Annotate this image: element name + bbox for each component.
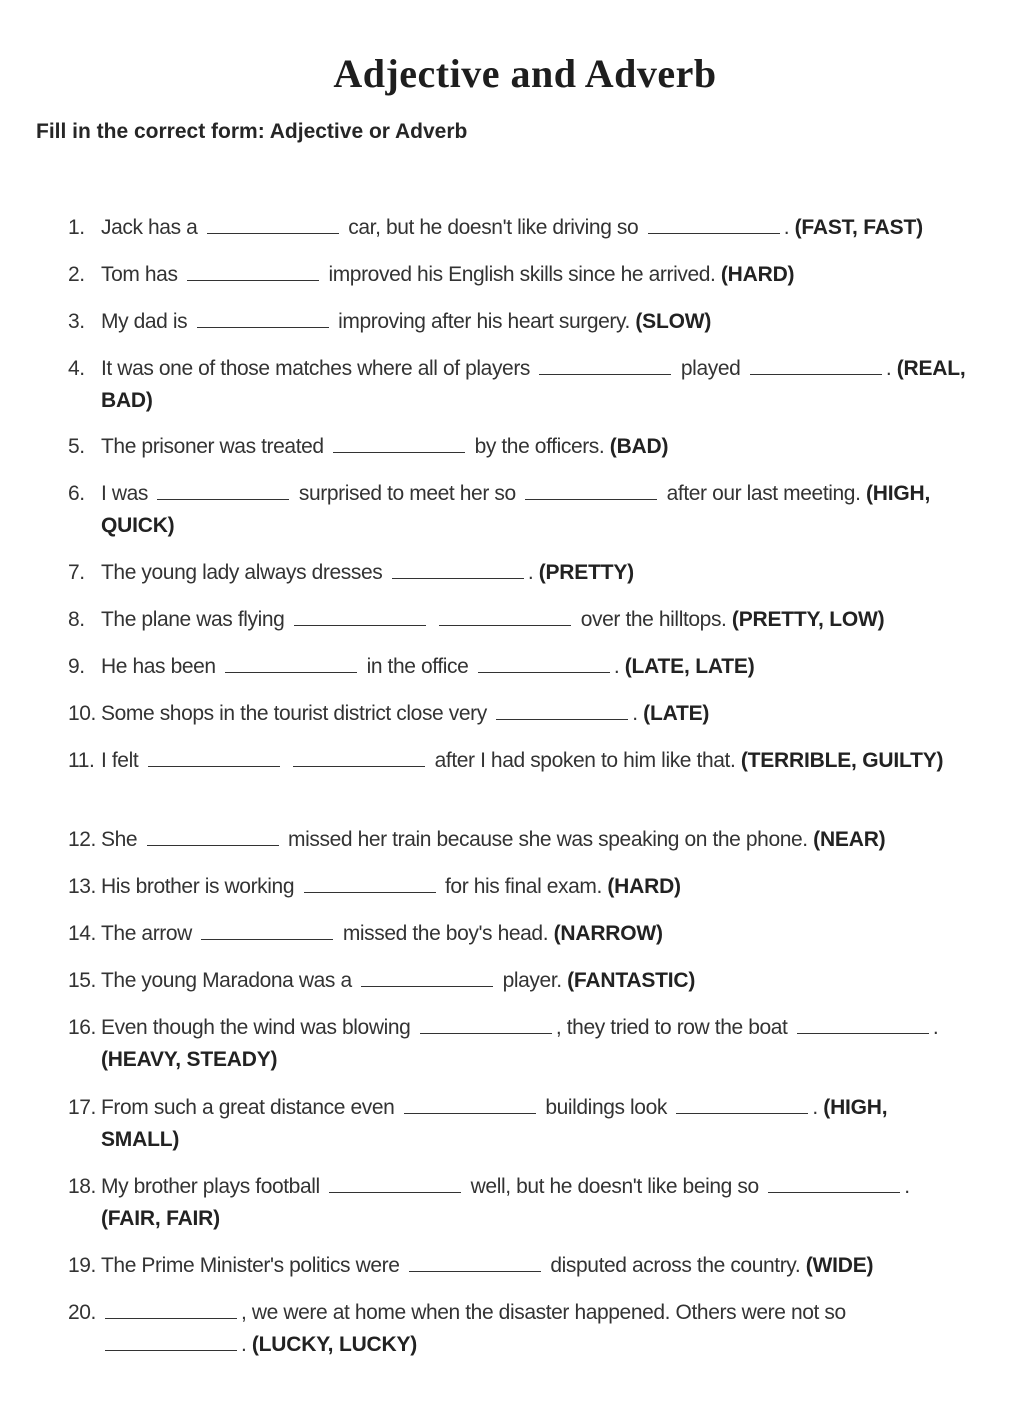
answer-blank[interactable] (648, 215, 780, 234)
exercise-item-7 (68, 557, 968, 589)
item-number: 16. (68, 1016, 96, 1039)
word-cue: (FANTASTIC) (567, 969, 696, 992)
answer-blank[interactable] (420, 1015, 552, 1034)
answer-blank[interactable] (197, 309, 329, 328)
exercise-item-4 (68, 353, 968, 417)
answer-blank[interactable] (105, 1300, 237, 1319)
word-cue: (LATE, LATE) (624, 655, 755, 678)
item-number: 1. (68, 216, 85, 239)
item-text: His brother is working (101, 875, 295, 898)
item-text: I was (101, 482, 149, 505)
item-number: 7. (68, 561, 85, 584)
item-text: . (527, 561, 534, 584)
answer-blank[interactable] (304, 874, 436, 893)
answer-blank[interactable] (676, 1095, 808, 1114)
item-text: My brother plays football (101, 1175, 320, 1198)
item-text: well, but he doesn't like being so (470, 1175, 759, 1198)
answer-blank[interactable] (329, 1174, 461, 1193)
item-text: Even though the wind was blowing (101, 1016, 411, 1039)
item-number: 19. (68, 1254, 96, 1277)
item-text: He has been (101, 655, 216, 678)
answer-blank[interactable] (539, 356, 671, 375)
answer-blank[interactable] (294, 607, 426, 626)
exercise-item-12 (68, 824, 968, 856)
item-text: car, but he doesn't like driving so (348, 216, 639, 239)
item-text: I felt (101, 749, 139, 772)
exercise-item-15 (68, 965, 968, 997)
word-cue: (HARD) (720, 263, 795, 286)
item-text: From such a great distance even (101, 1096, 395, 1119)
item-text: . (812, 1096, 818, 1119)
answer-blank[interactable] (187, 262, 319, 281)
exercise-item-20 (68, 1297, 968, 1361)
item-text: by the officers. (474, 435, 605, 458)
answer-blank[interactable] (750, 356, 882, 375)
word-cue: (NEAR) (813, 828, 886, 851)
item-text: She (101, 828, 138, 851)
item-number: 17. (68, 1096, 96, 1119)
exercise-item-19 (68, 1250, 968, 1282)
word-cue: (HARD) (607, 875, 681, 898)
item-text: played (680, 357, 741, 380)
answer-blank[interactable] (409, 1253, 541, 1272)
answer-blank[interactable] (768, 1174, 900, 1193)
item-text: The arrow (101, 922, 192, 945)
item-number: 4. (68, 357, 85, 380)
item-text: missed her train because she was speaking on the phone. (288, 828, 808, 851)
item-number: 10. (68, 702, 96, 725)
word-cue: (FAST, FAST) (794, 216, 923, 239)
item-number: 15. (68, 969, 96, 992)
item-number: 5. (68, 435, 85, 458)
item-text: . (241, 1333, 247, 1356)
word-cue: (PRETTY) (538, 561, 634, 584)
word-cue: (PRETTY, LOW) (731, 608, 885, 631)
word-cue: (HIGH, SMALL) (101, 1096, 888, 1151)
word-cue: (FAIR, FAIR) (101, 1207, 220, 1230)
exercise-item-17 (68, 1092, 968, 1156)
answer-blank[interactable] (797, 1015, 929, 1034)
item-number: 8. (68, 608, 85, 631)
exercise-item-1 (68, 212, 968, 244)
exercise-item-18 (68, 1171, 968, 1235)
item-text: improved his English skills since he arrived. (328, 263, 716, 286)
exercise-item-9 (68, 651, 968, 683)
item-text: The prisoner was treated (101, 435, 324, 458)
item-text: The young lady always dresses (101, 561, 383, 584)
exercise-item-10 (68, 698, 968, 730)
word-cue: (BAD) (609, 435, 669, 458)
exercise-item-8 (68, 604, 968, 636)
item-text: buildings look (545, 1096, 667, 1119)
item-text: for his final exam. (444, 875, 602, 898)
word-cue: (LATE) (643, 702, 710, 725)
word-cue: (NARROW) (553, 922, 663, 945)
item-text: after our last meeting. (666, 482, 861, 505)
item-text: . (613, 655, 620, 678)
answer-blank[interactable] (157, 481, 289, 500)
answer-blank[interactable] (207, 215, 339, 234)
item-text: disputed across the country. (550, 1254, 801, 1277)
answer-blank[interactable] (361, 968, 493, 987)
answer-blank[interactable] (225, 654, 357, 673)
word-cue: (LUCKY, LUCKY) (251, 1333, 418, 1356)
item-text: Tom has (101, 263, 178, 286)
word-cue: (HEAVY, STEADY) (101, 1048, 278, 1071)
exercise-item-16 (68, 1012, 968, 1076)
item-text: improving after his heart surgery. (338, 310, 630, 333)
exercise-item-11 (68, 745, 968, 777)
item-number: 12. (68, 828, 96, 851)
exercise-item-14 (68, 918, 968, 950)
answer-blank[interactable] (439, 607, 571, 626)
answer-blank[interactable] (478, 654, 610, 673)
item-text: Jack has a (101, 216, 198, 239)
item-number: 18. (68, 1175, 96, 1198)
answer-blank[interactable] (105, 1332, 237, 1351)
exercise-item-2 (68, 259, 968, 291)
exercise-item-3 (68, 306, 968, 338)
item-text: The young Maradona was a (101, 969, 352, 992)
item-text: surprised to meet her so (298, 482, 516, 505)
item-number: 9. (68, 655, 85, 678)
item-text: My dad is (101, 310, 188, 333)
answer-blank[interactable] (147, 827, 279, 846)
answer-blank[interactable] (293, 748, 425, 767)
item-text: player. (502, 969, 562, 992)
answer-blank[interactable] (404, 1095, 536, 1114)
answer-blank[interactable] (148, 748, 280, 767)
item-text: The plane was flying (101, 608, 285, 631)
answer-blank[interactable] (201, 921, 333, 940)
answer-blank[interactable] (525, 481, 657, 500)
item-text: missed the boy's head. (342, 922, 549, 945)
item-number: 14. (68, 922, 96, 945)
item-text: over the hilltops. (580, 608, 727, 631)
item-text: The Prime Minister's politics were (101, 1254, 400, 1277)
item-text: . (904, 1175, 910, 1198)
exercise-item-6 (68, 478, 968, 542)
item-number: 3. (68, 310, 85, 333)
item-text: , we were at home when the disaster happened. Others were not so (241, 1301, 846, 1324)
item-text: in the office (366, 655, 469, 678)
item-text: after I had spoken to him like that. (434, 749, 736, 772)
item-number: 11. (68, 749, 95, 772)
word-cue: (REAL, BAD) (101, 357, 966, 412)
item-text: Some shops in the tourist district close very (101, 702, 487, 725)
word-cue: (WIDE) (805, 1254, 874, 1277)
item-number: 6. (68, 482, 85, 505)
word-cue: (HIGH, QUICK) (101, 482, 931, 537)
exercise-item-13 (68, 871, 968, 903)
item-number: 20. (68, 1301, 96, 1324)
page-title: Adjective and Adverb (333, 51, 717, 96)
item-text: . (932, 1016, 939, 1039)
word-cue: (SLOW) (635, 310, 712, 333)
item-text: . (783, 216, 790, 239)
item-number: 13. (68, 875, 96, 898)
item-text: , they tried to row the boat (555, 1016, 788, 1039)
item-number: 2. (68, 263, 85, 286)
answer-blank[interactable] (333, 434, 465, 453)
item-text: It was one of those matches where all of players (101, 357, 531, 380)
answer-blank[interactable] (392, 560, 524, 579)
item-text: . (885, 357, 892, 380)
exercise-item-5 (68, 431, 968, 463)
word-cue: (TERRIBLE, GUILTY) (740, 749, 944, 772)
answer-blank[interactable] (496, 701, 628, 720)
item-text: . (632, 702, 638, 725)
instructions: Fill in the correct form: Adjective or Adverb (36, 120, 468, 143)
